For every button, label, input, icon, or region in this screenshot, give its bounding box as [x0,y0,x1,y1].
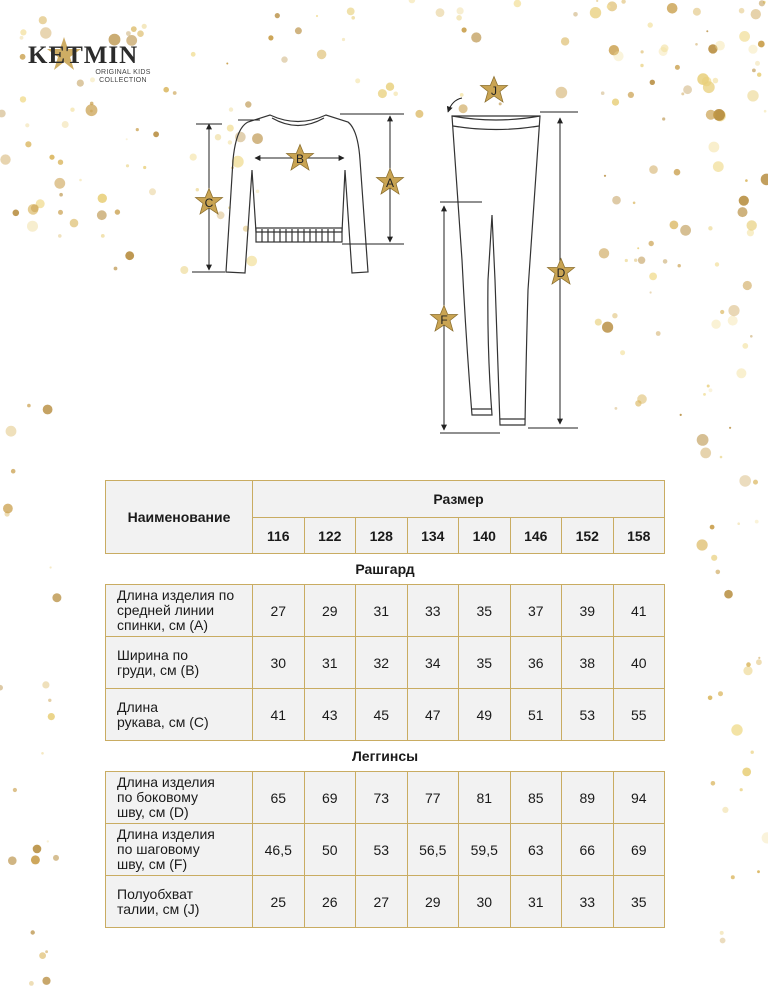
row-name [106,637,253,689]
row-name-line: по боковому [117,789,198,805]
row-name-line: средней линии [117,602,215,618]
confetti-dot [683,85,692,94]
leggings-drawing [452,116,540,425]
value-cell: 41 [613,585,665,637]
confetti-dot [752,69,756,73]
confetti-dot [615,407,618,410]
confetti-dot [62,121,69,128]
value-cell: 94 [613,772,665,824]
value-cell: 53 [562,689,614,741]
row-name-line: рукава, см (С) [117,713,209,730]
confetti-dot [13,210,20,217]
confetti-dot [149,188,156,195]
size-table [105,480,665,928]
confetti-dot [743,281,752,290]
row-name-line: Ширина по [117,646,189,663]
confetti-dot [680,414,682,416]
value-cell: 89 [562,772,614,824]
brand-name: KETMIN [28,42,139,69]
value-cell: 47 [407,689,459,741]
confetti-dot [715,262,719,266]
value-cell: 30 [459,876,511,928]
confetti-dot [131,26,137,32]
value-cell: 69 [304,772,356,824]
value-cell: 31 [304,637,356,689]
confetti-dot [471,32,481,42]
size-cell: 146 [510,518,562,554]
confetti-dot [709,388,713,392]
confetti-dot [143,166,146,169]
value-cell: 37 [510,585,562,637]
brand-tagline-line2: COLLECTION [99,77,147,84]
confetti-dot [31,204,39,212]
section-title: Рашгард [355,561,415,577]
brand-tagline-line1: ORIGINAL KIDS [95,69,151,76]
confetti-dot [436,8,445,17]
confetti-dot [662,117,665,120]
value-cell: 38 [562,637,614,689]
confetti-dot [751,9,761,19]
size-cell: 134 [407,518,459,554]
confetti-dot [720,456,723,459]
confetti-dot [596,0,598,2]
row-name-line: Полуобхват [117,885,194,902]
size-column-header: Размер [253,481,665,518]
confetti-dot [295,27,302,34]
row-name [106,876,253,928]
confetti-dot [514,0,522,7]
svg-text:C: C [204,196,214,210]
confetti-dot [54,178,65,189]
confetti-dot [641,50,644,53]
size-cell: 128 [356,518,408,554]
confetti-dot [738,207,748,217]
confetti-dot [675,65,680,70]
value-cell: 73 [356,772,408,824]
confetti-dot [6,426,17,437]
row-name-line: груди, см (В) [117,661,200,678]
confetti-dot [711,781,716,786]
confetti-dot [693,8,701,16]
row-name [106,772,253,824]
confetti-dot [678,264,681,267]
table-row [106,824,665,876]
confetti-dot [758,41,765,48]
confetti-dot [20,96,26,102]
confetti-dot [757,73,761,77]
confetti-dot [49,155,54,160]
value-cell: 51 [510,689,562,741]
section-title: Леггинсы [351,748,419,764]
confetti-dot [142,24,147,29]
size-cell: 116 [253,518,305,554]
confetti-dot [50,566,52,568]
confetti-dot [41,752,44,755]
confetti-dot [58,234,62,238]
confetti-dot [25,141,31,147]
confetti-dot [720,938,726,944]
confetti-dot [317,50,327,60]
value-cell: 36 [510,637,562,689]
confetti-dot [742,768,751,777]
confetti-dot [637,247,639,249]
confetti-dot [0,154,10,164]
section-title-row [106,554,665,585]
confetti-dot [59,193,63,197]
rashguard-drawing [226,115,368,273]
confetti-dot [316,15,318,17]
table-row [106,689,665,741]
confetti-dot [11,469,16,474]
confetti-dot [86,104,98,116]
confetti-dot [708,696,713,701]
confetti-dot [640,64,643,67]
row-name-line: Длина изделия по [117,587,235,603]
confetti-dot [42,681,49,688]
confetti-dot [351,16,355,20]
confetti-dot [48,713,55,720]
confetti-dot [739,8,745,14]
confetti-dot [8,856,17,865]
confetti-dot [724,590,733,599]
confetti-dot [661,44,669,52]
row-name-line: по шаговому [117,841,200,857]
confetti-dot [745,179,748,182]
brand-tagline [88,69,158,85]
row-name [106,824,253,876]
confetti-dot [27,404,31,408]
value-cell: 49 [459,689,511,741]
confetti-dot [656,331,661,336]
confetti-dot [226,63,228,65]
value-cell: 59,5 [459,824,511,876]
confetti-dot [755,520,759,524]
confetti-dot [13,788,17,792]
row-name [106,689,253,741]
confetti-dot [613,51,623,61]
confetti-dot [649,241,654,246]
svg-text:J: J [491,84,497,98]
section-title-row [106,741,665,772]
value-cell: 41 [253,689,305,741]
confetti-dot [347,7,355,15]
confetti-dot [707,385,710,388]
value-cell: 40 [613,637,665,689]
confetti-dot [97,210,107,220]
confetti-dot [3,504,13,514]
confetti-dot [650,80,655,85]
confetti-dot [628,92,634,98]
confetti-dot [42,977,50,985]
confetti-dot [633,202,636,205]
confetti-dot [43,405,53,415]
confetti-dot [706,30,708,32]
row-name-line: Длина изделия [117,774,215,790]
size-cell: 158 [613,518,665,554]
confetti-dot [612,313,617,318]
confetti-dot [457,7,464,14]
confetti-dot [697,434,709,446]
value-cell: 77 [407,772,459,824]
value-cell: 53 [356,824,408,876]
confetti-dot [731,724,742,735]
name-column-header: Наименование [106,481,253,554]
row-name-line: Длина изделия [117,826,215,842]
confetti-dot [20,29,26,35]
confetti-dot [695,43,698,46]
confetti-dot [667,3,678,14]
size-cell: 152 [562,518,614,554]
confetti-dot [153,131,159,137]
size-cell: 122 [304,518,356,554]
confetti-dot [715,41,725,51]
confetti-dot [729,427,731,429]
value-cell: 29 [304,585,356,637]
confetti-dot [740,788,743,791]
confetti-dot [720,310,724,314]
confetti-dot [125,251,134,260]
garment-measurement-diagram [185,75,605,440]
confetti-dot [275,13,280,18]
confetti-dot [756,659,762,665]
table-row [106,876,665,928]
confetti-dot [612,99,619,106]
confetti-dot [268,35,273,40]
confetti-dot [191,52,196,57]
confetti-dot [758,657,760,659]
confetti-dot [70,108,74,112]
confetti-dot [20,54,26,60]
confetti-dot [649,273,657,281]
confetti-dot [79,179,82,182]
confetti-dot [747,90,758,101]
row-name-line: Длина [117,698,158,715]
value-cell: 45 [356,689,408,741]
value-cell: 85 [510,772,562,824]
row-name-line: шву, см (F) [117,856,188,872]
confetti-dot [126,138,128,140]
confetti-dot [114,267,118,271]
confetti-dot [48,699,51,702]
value-cell: 46,5 [253,824,305,876]
confetti-dot [39,16,47,24]
confetti-dot [739,31,750,42]
rashguard-measure-lines [192,114,404,272]
confetti-dot [764,110,767,113]
confetti-dot [703,81,715,93]
confetti-dot [746,662,751,667]
value-cell: 65 [253,772,305,824]
confetti-dot [625,259,628,262]
value-cell: 33 [407,585,459,637]
confetti-dot [20,36,24,40]
marker-star-b [287,145,314,171]
value-cell: 50 [304,824,356,876]
confetti-dot [670,221,679,230]
value-cell: 81 [459,772,511,824]
confetti-dot [713,161,724,172]
confetti-dot [739,475,751,487]
confetti-dot [70,219,79,228]
confetti-dot [0,110,6,118]
confetti-dot [755,61,760,66]
confetti-dot [33,845,42,854]
value-cell: 31 [510,876,562,928]
svg-text:D: D [556,266,566,280]
confetti-dot [736,368,746,378]
confetti-dot [697,539,708,550]
value-cell: 69 [613,824,665,876]
confetti-dot [29,981,34,986]
table-row [106,772,665,824]
marker-star-j [481,77,508,103]
confetti-dot [52,593,61,602]
confetti-dot [703,393,706,396]
table-row [106,585,665,637]
confetti-dot [612,196,621,205]
confetti-dot [751,751,754,754]
size-cell: 140 [459,518,511,554]
confetti-dot [136,128,139,131]
confetti-dot [713,78,719,84]
confetti-dot [731,875,735,879]
confetti-dot [748,45,757,54]
svg-text:B: B [295,152,305,166]
confetti-dot [706,110,716,120]
confetti-dot [747,220,757,230]
value-cell: 43 [304,689,356,741]
confetti-dot [115,209,120,214]
value-cell: 34 [407,637,459,689]
confetti-dot [742,343,748,349]
value-cell: 35 [459,585,511,637]
svg-text:F: F [440,313,448,327]
value-cell: 31 [356,585,408,637]
confetti-dot [700,448,711,459]
confetti-dot [638,257,645,264]
confetti-dot [607,5,611,9]
value-cell: 29 [407,876,459,928]
confetti-dot [750,335,753,338]
confetti-dot [743,666,752,675]
row-name-line: спинки, см (А) [117,617,209,633]
confetti-dot [590,7,601,18]
confetti-dot [708,226,712,230]
value-cell: 39 [562,585,614,637]
confetti-dot [621,0,625,4]
value-cell: 26 [304,876,356,928]
confetti-dot [58,160,63,165]
confetti-dot [0,685,3,691]
confetti-dot [634,259,637,262]
confetti-dot [47,840,49,842]
confetti-dot [409,0,416,3]
size-chart [105,480,664,928]
value-cell: 27 [356,876,408,928]
confetti-dot [716,570,721,575]
confetti-dot [722,807,728,813]
confetti-dot [674,169,681,176]
value-cell: 27 [253,585,305,637]
confetti-dot [711,555,717,561]
confetti-dot [711,320,720,329]
value-cell: 66 [562,824,614,876]
confetti-dot [680,225,691,236]
confetti-dot [681,92,684,95]
value-cell: 55 [613,689,665,741]
confetti-dot [31,855,40,864]
confetti-dot [163,87,169,93]
confetti-dot [648,22,653,27]
confetti-dot [635,400,641,406]
confetti-dot [759,0,765,6]
value-cell: 30 [253,637,305,689]
confetti-dot [45,950,48,953]
confetti-dot [31,930,35,934]
row-name [106,585,253,637]
confetti-dot [709,142,720,153]
confetti-dot [649,165,658,174]
confetti-dot [281,56,287,62]
confetti-dot [762,832,768,843]
confetti-dot [739,196,749,206]
confetti-dot [650,291,652,293]
value-cell: 35 [459,637,511,689]
value-cell: 63 [510,824,562,876]
confetti-dot [720,931,724,935]
brand-logo [28,36,158,96]
confetti-dot [456,15,462,21]
table-row [106,637,665,689]
confetti-dot [761,174,768,186]
confetti-dot [620,350,625,355]
marker-star-d [548,259,575,285]
confetti-dot [98,194,107,203]
value-cell: 25 [253,876,305,928]
row-name-line: шву, см (D) [117,804,189,820]
confetti-dot [173,91,177,95]
confetti-dot [53,855,59,861]
confetti-dot [757,870,760,873]
confetti-dot [728,305,739,316]
confetti-dot [27,221,38,232]
confetti-dot [561,37,569,45]
confetti-dot [25,123,29,127]
confetti-dot [58,210,63,215]
confetti-dot [663,259,668,264]
confetti-dot [101,234,105,238]
row-name-line: талии, см (J) [117,900,200,917]
confetti-dot [573,12,578,17]
confetti-dot [753,480,758,485]
svg-text:A: A [385,176,395,190]
confetti-dot [718,691,723,696]
value-cell: 33 [562,876,614,928]
confetti-dot [710,525,715,530]
value-cell: 56,5 [407,824,459,876]
value-cell: 35 [613,876,665,928]
confetti-dot [462,27,467,32]
confetti-dot [728,316,738,326]
confetti-dot [126,164,129,167]
confetti-dot [342,38,345,41]
confetti-dot [737,522,740,525]
value-cell: 32 [356,637,408,689]
confetti-dot [39,952,46,959]
